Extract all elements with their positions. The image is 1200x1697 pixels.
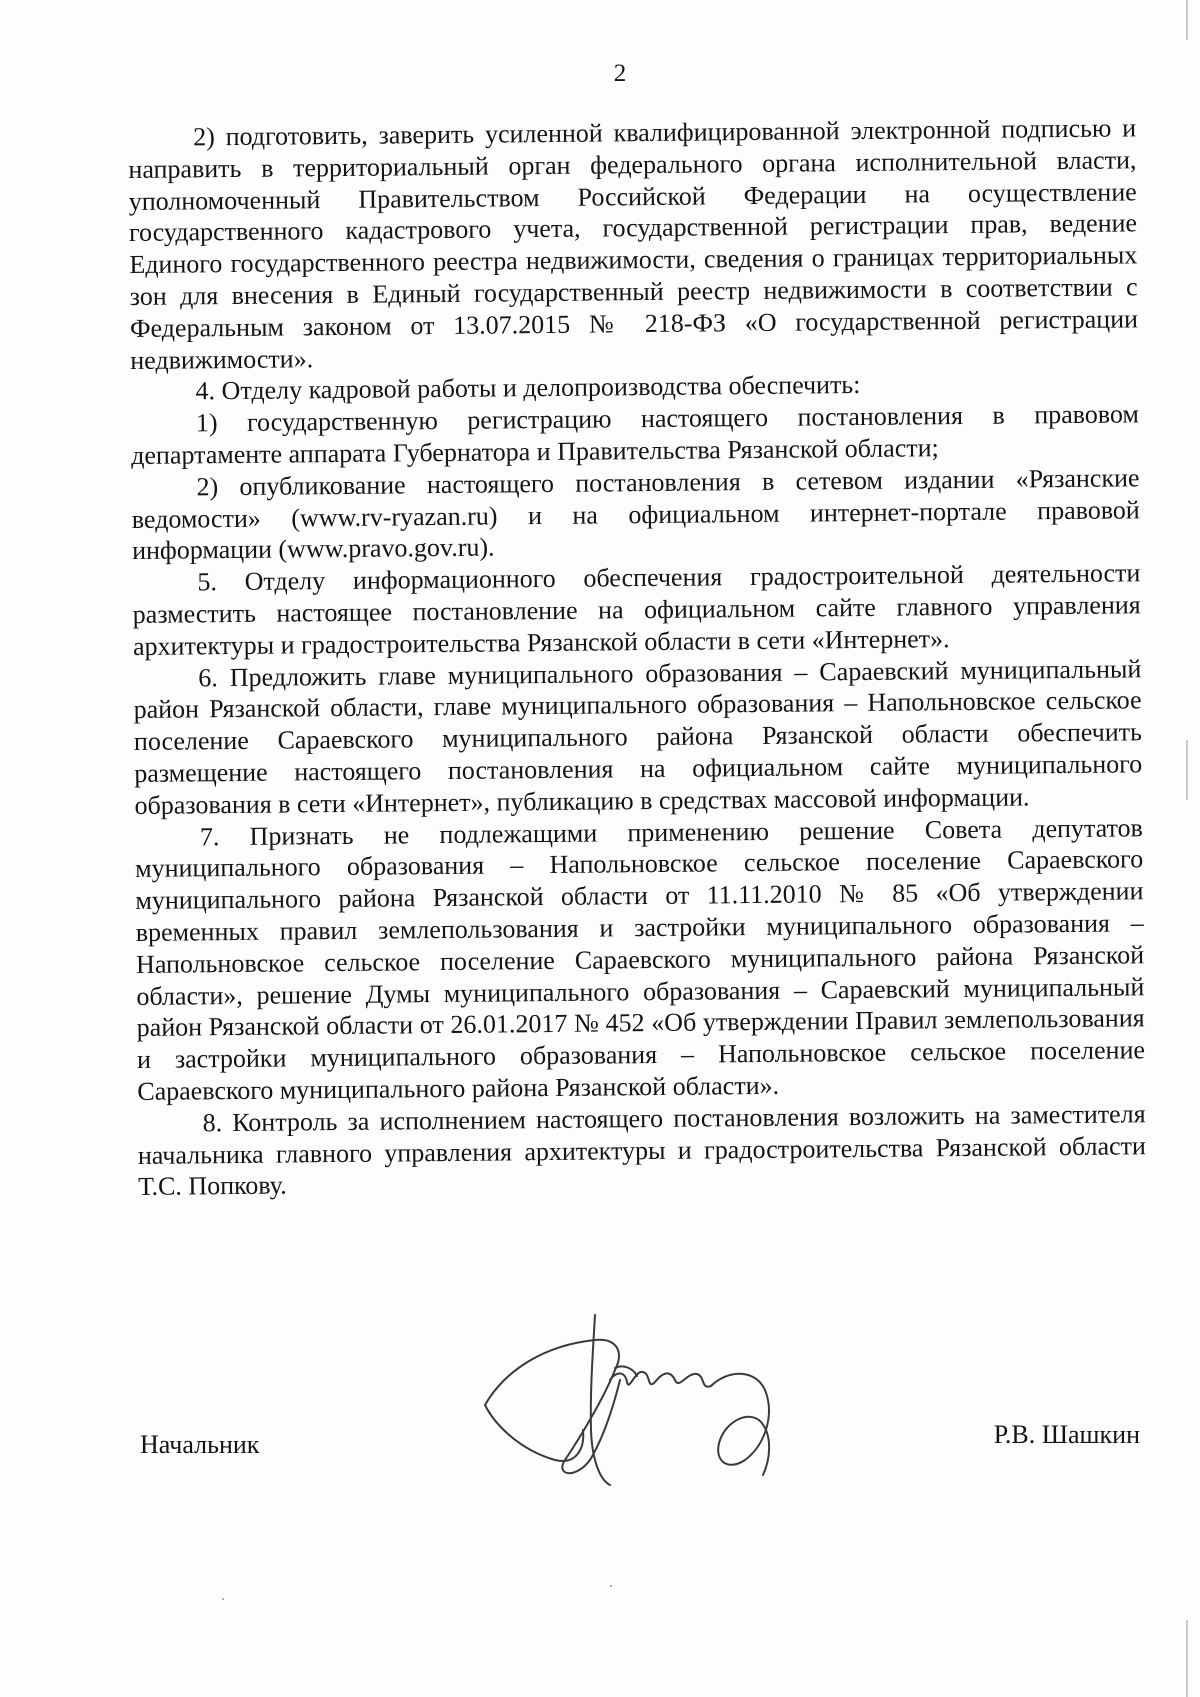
scan-edge-line <box>1186 740 1188 800</box>
paragraph-clause-6: 6. Предложить главе муниципального образования – Сараевский муниципальный район Рязанской области, главе муниципального образования – Напольновское сельское поселение Сараевского муниципального района Рязанской области обеспечить размещение настоящего постановления на официальном сайте муниципального образования в сети «Интернет», публикацию в средствах массовой информации. <box>133 653 1143 820</box>
paragraph-clause-4-1: 1) государственную регистрацию настоящего постановления в правовом департаменте аппарата Губернатора и Правительства Рязанской области; <box>131 399 1139 470</box>
document-body <box>128 112 1146 1203</box>
paragraph-clause-4: 4. Отделу кадровой работы и делопроизводства обеспечить: <box>195 370 861 406</box>
signatory-title: Начальник <box>140 1430 260 1459</box>
paragraph-clause-8: 8. Контроль за исполнением настоящего постановления возложить на заместителя начальника главного управления архитектуры и градостроительства Рязанской области Т.С. Попкову. <box>137 1098 1147 1202</box>
scan-dot <box>610 1585 612 1587</box>
paragraph-item-2-cadastre: 2) подготовить, заверить усиленной квалифицированной электронной подписью и направить в территориальный орган федерального органа исполнительной власти, уполномоченный Правительством Российской Федерации на осуществление государственного кадастрового учета, государственной регистрации прав, ведение Единого государственного реестра недвижимости, сведения о границах территориальных зон для внесения в Единый государственный реестр недвижимости в соответствии с Федеральным законом от 13.07.2015 № 218-ФЗ «О государственной регистрации недвижимости». <box>128 113 1139 375</box>
page-number: 2 <box>613 60 627 87</box>
signatory-name: Р.В. Шашкин <box>993 1420 1140 1449</box>
scan-dot <box>222 1598 224 1600</box>
scan-edge-line <box>1186 0 1188 40</box>
scan-edge-line <box>1186 1620 1188 1697</box>
signature-row <box>140 1410 1140 1550</box>
paragraph-clause-4-2: 2) опубликование настоящего постановления в сетевом издании «Рязанские ведомости» (www.rv-ryazan.ru) и на официальном интернет-портале правовой информации (www.pravo.gov.ru). <box>131 463 1140 566</box>
paragraph-clause-5: 5. Отделу информационного обеспечения градостроительной деятельности разместить настоящее постановление на официальном сайте главного управления архитектуры и градостроительства Рязанской области в сети «Интернет». <box>132 558 1141 661</box>
paragraph-clause-7: 7. Признать не подлежащими применению решение Совета депутатов муниципального образования – Напольновское сельское поселение Сараевского муниципального района Рязанской области от 11.11.2010 № 85 «Об утверждении временных правил землепользования и застройки муниципального образования – Напольновское сельское поселение Сараевского муниципального района Рязанской области», решение Думы муниципального образования – Сараевский муниципальный район Рязанской области от 26.01.2017 № 452 «Об утверждении Правил землепользования и застройки муниципального образования – Напольновское сельское поселение Сараевского муниципального района Рязанской области». <box>135 812 1146 1106</box>
